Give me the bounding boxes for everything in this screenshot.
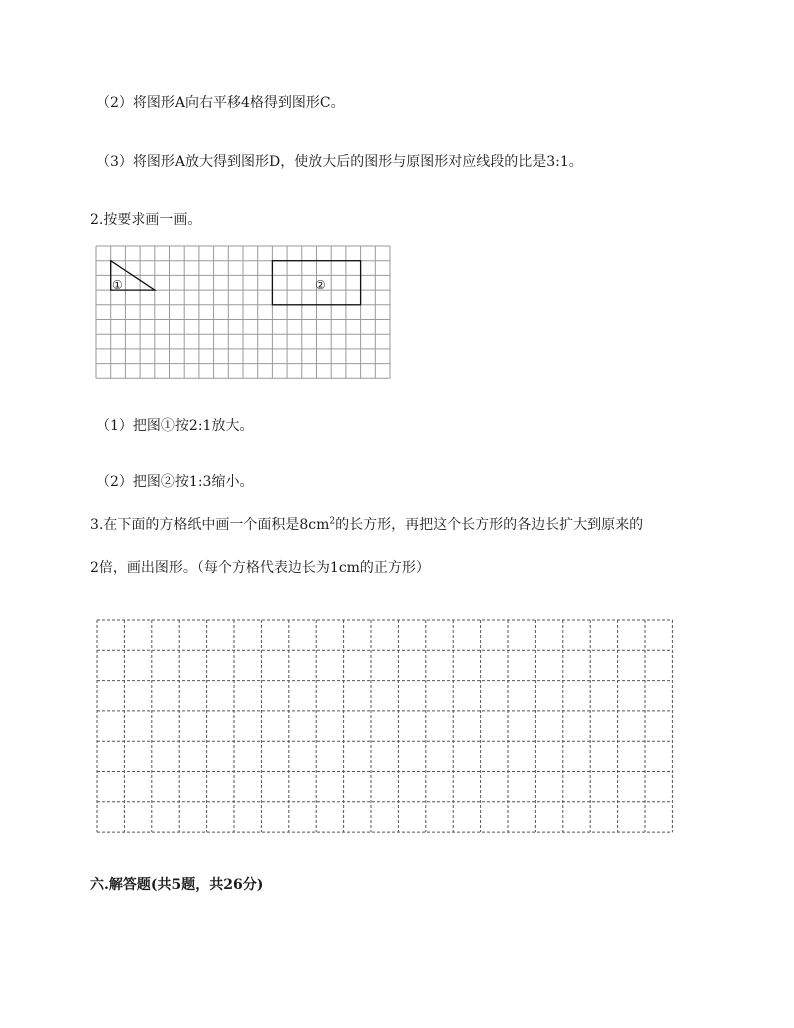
shape2-label: ②	[315, 278, 326, 292]
q2-sub2-text: （2）把图②按1:3缩小。	[96, 474, 254, 490]
q3-line1-after: 的长方形，再把这个长方形的各边长扩大到原来的	[335, 517, 644, 533]
q2-title: 2.按要求画一画。	[90, 212, 202, 228]
q3-line1-before: 3.在下面的方格纸中画一个面积是8cm	[90, 517, 330, 533]
q1-sub3-text: （3）将图形A放大得到图形D，使放大后的图形与原图形对应线段的比是3:1。	[96, 154, 583, 170]
q1-sub2-text: （2）将图形A向右平移4格得到图形C。	[96, 95, 345, 111]
q2-sub1-text: （1）把图①按2:1放大。	[96, 418, 254, 434]
q3-line1	[90, 516, 643, 534]
section6-heading: 六.解答题(共5题，共26分)	[90, 877, 264, 893]
q3-line1-sup: 2	[329, 516, 336, 527]
shape1-label: ①	[112, 278, 123, 292]
q3-line2: 2倍，画出图形。（每个方格代表边长为1cm的正方形）	[90, 560, 430, 576]
